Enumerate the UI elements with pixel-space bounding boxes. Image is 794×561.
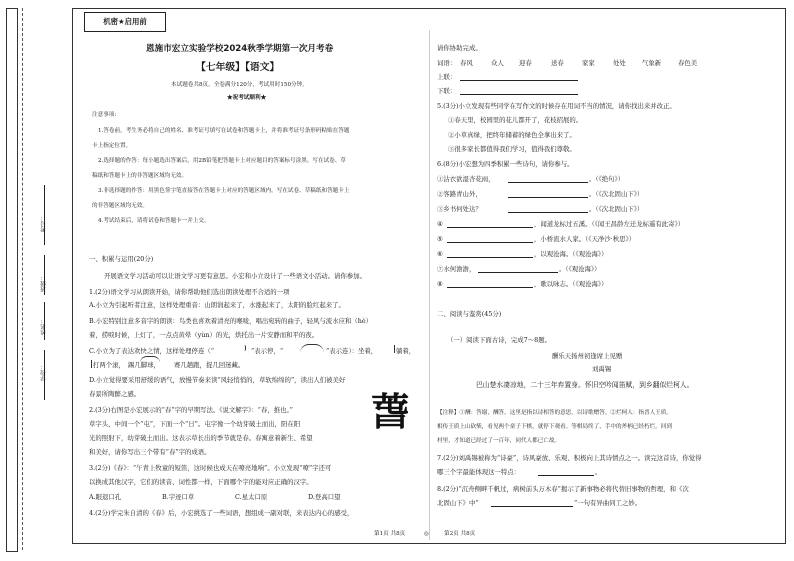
q5-sentence: ①春天里，校园里的花儿都开了，花枝招展的。	[448, 116, 583, 124]
exam-title: 恩施市宏立实验学校2024秋季学期第一次月考卷	[146, 44, 334, 54]
poem-post: ，小桥流水人家。（《天净沙·秋思》）	[534, 235, 636, 243]
section-1-intro: 开展语文学习活动可以让语文学习更有意思。小宏和小立设计了一些语文小活动。请你参加。	[104, 272, 367, 280]
poem-note: 村里，才知道已经过了一百年，同代人都已亡故。	[437, 438, 561, 444]
footer-mark: ◎	[424, 531, 429, 537]
notes-line: 1.答卷前，考生务必将自己的姓名、准考证号填写在试卷和答题卡上，并将准考证号条形码粘贴在答题	[98, 128, 350, 134]
confidential-badge: 机密★启用前	[84, 12, 166, 32]
q2-line: 草字头，中间一个“屯”，下面一个“日”。屯字像一个幼芽破土而出，阳在阳	[89, 420, 301, 428]
words-label: 词语：	[437, 59, 457, 67]
poem-post: 。（《次北固山下》）	[589, 205, 644, 213]
section-2-title: 二、阅读与鉴赏(45分)	[437, 310, 502, 318]
q3-option-d[interactable]: D.登高口望	[308, 493, 341, 501]
poem-pre: ②客路青山外，	[437, 190, 482, 198]
q1-option-b-cont: 着，捞唳时候，上灯了，一点点黄晕（yùn）的光，烘托出一片安静而和平的夜。	[89, 331, 319, 339]
poem-post: ，闻道龙标过五溪。（《闻王昌龄左迁龙标遥有此寄》）	[534, 220, 685, 228]
word-item: 处处	[613, 59, 626, 67]
poem-blank[interactable]	[447, 257, 533, 258]
pause-mark-icon	[392, 345, 395, 353]
poem-post: 。（《观沧海》）	[559, 265, 601, 273]
q5-sentence: ③很多家长都值得我们学习，值得我们尊敬。	[448, 145, 576, 153]
notes-line: 卡上指定位置。	[92, 143, 132, 149]
q7-line: 哪三个字最能体现这一特点：	[437, 468, 521, 476]
pause-mark-icon	[89, 360, 92, 368]
poem-pre: ⑥	[437, 250, 443, 258]
q6-stem: 6.(8分)小宏想为四季积累一些诗句，请你参与。	[437, 160, 574, 168]
q1-stem: 1.(2分)语文学习从朗读开始，请你帮助他们选出朗读处理不合适的一项	[89, 288, 290, 296]
seal-script-chun-image: 萅	[370, 389, 409, 434]
q1-option-b[interactable]: B.小宏特别注意多音字的朗读：鸟类也喜欢着清亮的喉咙，唱出宛转的曲子，轻风与流水应和（hè）	[89, 317, 373, 325]
q3-option-b[interactable]: B.字迹口草	[162, 493, 195, 501]
upper-couplet-blank[interactable]	[460, 80, 578, 81]
q1-option-c-3: ”表示连）：坐着，	[326, 347, 378, 355]
q3-line: 3.(2分)《春》：“午青上牧童的短笛，这时候也成天在嘹亮地响”。小立发现“嘹”字还可	[89, 464, 332, 472]
poem-post: 。（《次北固山下》）	[589, 190, 644, 198]
poem-text: 巴山楚水凄凉地，二十三年弃置身。怀旧空吟闻笛赋，到乡翻似烂柯人。	[476, 381, 694, 389]
poem-author: 刘禹锡	[592, 365, 612, 373]
notes-title: 注意事项:	[92, 112, 117, 118]
poem-blank[interactable]	[447, 287, 533, 288]
binding-dashed-line	[22, 8, 35, 550]
q8-line-end: ”一句有异曲同工之妙。	[574, 499, 642, 507]
poem-pre: ④	[437, 220, 443, 228]
poem-title: 酬乐天扬州初逢席上见赠	[552, 352, 623, 360]
poem-pre: ⑧	[437, 280, 443, 288]
link-mark-icon	[300, 344, 324, 353]
poem-blank[interactable]	[508, 212, 588, 213]
section-1-title: 一、积累与运用(20分)	[89, 255, 154, 263]
q1-option-c-6: 踢几脚球，	[128, 361, 160, 369]
exam-no-label: 考号：	[41, 215, 47, 232]
word-item: 迎春	[519, 59, 532, 67]
poem-blank[interactable]	[478, 272, 558, 273]
q2-line: 和美好，请你写出三个带有“春”字的成语。	[89, 448, 211, 456]
q2-line: 2.(3分)右图是小宏展示的“春”字的早期写法。《说文解字》：“春，推也。”	[89, 406, 293, 414]
q1-option-c[interactable]: C.小立为了表达欢快之情，这样处理停连（“	[89, 347, 214, 355]
class-label: 班级：	[41, 275, 47, 292]
pause-mark-icon	[237, 345, 246, 351]
poem-pre: ①沾衣欲湿杏花雨，	[437, 175, 495, 183]
poem-blank[interactable]	[508, 197, 588, 198]
notes-line: 2.选择题的作答：每小题选出答案后，用2B铅笔把答题卡上对应题目的答案标号涂黑。写在试卷、草	[98, 158, 346, 164]
exam-subtitle: 【七年级】【语文】	[196, 62, 280, 73]
q1-option-d[interactable]: D.小立觉得要采用舒缓的语气，放慢节奏来读“风轻悄悄的，草软绵绵的”，读出人们被美好	[89, 376, 346, 384]
poem-post: 。（《绝句》）	[589, 175, 625, 183]
poem-note: 【注释】①酬：答谢，酬答，这里是指以诗相答的意思，以诗歌赠答。②烂柯人：指晋人王质。	[437, 410, 672, 416]
q3-option-c[interactable]: C.星太口原	[235, 493, 268, 501]
exam-info: 本试题卷共8页，全卷满分120分，考试用时150分钟。	[171, 82, 308, 88]
q1-option-c-4: 躺着，	[396, 347, 416, 355]
q8-blank[interactable]	[491, 506, 573, 507]
notes-line: 稿纸和答题卡上的非答题区域均无效。	[92, 173, 188, 179]
school-label: 学校：	[41, 364, 47, 381]
poem-pre: ⑦水何澹澹，	[437, 265, 476, 273]
q5-sentence: ②小草真绿，把终年储蓄的绿色全拿出来了。	[448, 131, 576, 139]
word-item: 家家	[582, 59, 595, 67]
q1-option-a[interactable]: A.小立为引起听者注意，这样处理重音：山朗润起来了，水涨起来了，太阳的脸红起来了。	[89, 301, 345, 309]
poem-blank[interactable]	[447, 242, 533, 243]
page-number-left: 第1页 共8页	[374, 531, 406, 537]
lower-couplet-label: 下联：	[437, 87, 457, 95]
column-divider	[429, 30, 430, 540]
q1-option-c-2: ”表示停，“	[251, 347, 284, 355]
q3-line: 以换成其他汉字，它们的读音、词性都一样，下面哪个字的能对应正确的汉字。	[89, 478, 313, 486]
poem-blank[interactable]	[508, 182, 588, 183]
link-mark-icon	[140, 356, 160, 363]
word-item: 气象新	[642, 59, 662, 67]
poem-note: 相传王质上山砍柴，看见两个童子下棋，就停下观看。等棋局终了，手中的斧柄已经朽烂。回到	[437, 424, 672, 430]
word-item: 送春	[551, 59, 564, 67]
q8-line: 北固山下》中“	[437, 499, 479, 507]
q4-stem: 4.(2分)学完朱自清的《春》后，小宏挑选了一些词语，想组成一副对联，来表达内心的感受，	[89, 509, 354, 517]
q2-line: 光的照射下，幼芽破土而出。这表示草长出的季节就是春。春寓意着新生、希望	[89, 434, 313, 442]
upper-couplet-label: 上联：	[437, 73, 457, 81]
q1-option-c-7: 赛几趟跑，捉几回迷藏。	[174, 361, 245, 369]
q7-line: 7.(2分)刘禹锡被称为“诗豪”，诗风豪放、乐观、积极向上其诗情点之一。读完这首诗，你觉得	[437, 454, 702, 462]
binding-strip-border	[6, 8, 18, 552]
word-item: 春风	[460, 59, 473, 67]
word-item: 春色美	[678, 59, 698, 67]
q5-stem: 5.(3分)小立发现有些同学在写作文的时候存在用词不当的情况，请你找出来并改正。	[437, 102, 676, 110]
poem-post: ，歌以咏志。（《观沧海》）	[534, 280, 608, 288]
q4-cont: 请你协助完成。	[437, 44, 482, 52]
q7-blank[interactable]	[538, 475, 594, 476]
exam-wish: ★祝考试顺利★	[227, 95, 267, 101]
word-item: 众人	[491, 59, 504, 67]
lower-couplet-blank[interactable]	[460, 94, 578, 95]
q3-option-a[interactable]: A.眼退口孔	[89, 493, 122, 501]
reading-1-intro: （一）阅读下面古诗，完成7～8题。	[447, 336, 551, 344]
poem-pre: ⑤	[437, 235, 443, 243]
q1-option-d-cont: 春景所陶醉之感。	[89, 390, 141, 398]
poem-blank[interactable]	[447, 227, 533, 228]
name-label: 姓名：	[41, 318, 47, 335]
poem-post: ，以观沧海。（《观沧海》）	[534, 250, 608, 258]
poem-pre: ③乡书何处达？	[437, 205, 482, 213]
notes-line: 3.非选择题的作答：用黑色签字笔直接答在答题卡上对应的答题区域内。写在试卷、草稿纸和答题卡上	[98, 188, 350, 194]
q1-option-c-5: 打两个滚，	[93, 361, 125, 369]
q8-line: 8.(2分)“沉舟侧畔千帆过，病树前头万木春”揭示了新事物必将代替旧事物的哲理，和《次	[437, 485, 689, 493]
notes-line: 的非答题区域均无效。	[92, 203, 148, 209]
notes-line: 4.考试结束后，请将试卷和答题卡一并上交。	[98, 218, 210, 224]
page-number-right: 第2页 共8页	[444, 531, 476, 537]
